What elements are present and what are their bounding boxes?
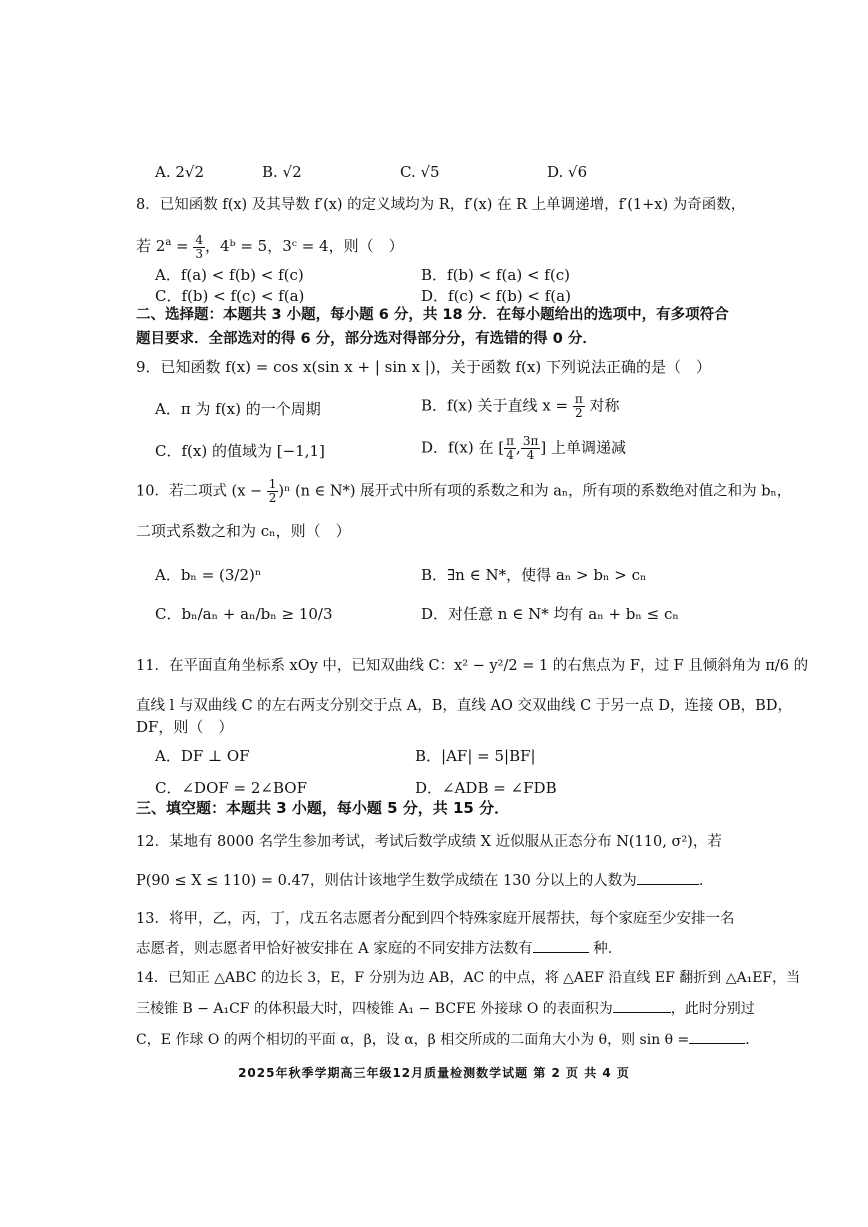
q14-line2-text: 三棱锥 B − A₁CF 的体积最大时，四棱锥 A₁ − BCFE 外接球 O 的表面积为 bbox=[136, 1001, 613, 1017]
q14-line1: 14．已知正 △ABC 的边长 3，E，F 分别为边 AB，AC 的中点，将 △AEF 沿直线 EF 翻折到 △A₁EF，当 bbox=[136, 970, 801, 986]
q13-line2 bbox=[136, 938, 622, 959]
q11-option-c: C．∠DOF = 2∠BOF bbox=[155, 779, 307, 797]
q11-option-b: B．|AF| = 5|BF| bbox=[415, 747, 536, 765]
q14-line3 bbox=[136, 1029, 759, 1050]
q14-answer-blank-2 bbox=[689, 1029, 745, 1044]
q12-line2-text: P(90 ≤ X ≤ 110) = 0.47，则估计该地学生数学成绩在 130 分以上的人数为 bbox=[136, 873, 637, 889]
q14-line3-text: C，E 作球 O 的两个相切的平面 α，β，设 α，β 相交所成的二面角大小为 θ，则 sin θ = bbox=[136, 1032, 690, 1048]
q8-stem-exp: a bbox=[165, 237, 172, 248]
q9-option-c: C．f(x) 的值域为 [−1,1] bbox=[155, 442, 325, 460]
q9-option-d-den1: 4 bbox=[506, 448, 514, 462]
q14-line2 bbox=[136, 998, 755, 1019]
q9-option-d: D．f(x) 在 [ $\frac{\pi}{4}$ , $\frac{3\pi}{4}$ ] 上单调递减 bbox=[421, 434, 626, 462]
q14-line2-rest: ，此时分别过 bbox=[670, 1001, 755, 1017]
q13-line1: 13．将甲，乙，丙，丁，戊五名志愿者分配到四个特殊家庭开展帮扶，每个家庭至少安排一名 bbox=[136, 911, 735, 927]
q8-frac-den: 3 bbox=[195, 246, 204, 261]
q9-option-b bbox=[421, 393, 620, 420]
q8-fraction bbox=[193, 234, 205, 261]
q9-option-b-suffix: 对称 bbox=[584, 396, 620, 415]
section3-heading: 三、填空题：本题共 3 小题，每小题 5 分，共 15 分． bbox=[136, 799, 510, 817]
q9-option-b-prefix: B．f(x) 关于直线 x = bbox=[421, 396, 573, 415]
q14-line3-end: ． bbox=[745, 1032, 760, 1048]
q8-stem-eq: = bbox=[171, 237, 194, 255]
q11-stem-line2: 直线 l 与双曲线 C 的左右两支分别交于点 A，B，直线 AO 交双曲线 C 于另一点 D，连接 OB，BD， bbox=[136, 698, 792, 714]
q14-answer-blank-1 bbox=[613, 998, 671, 1013]
q9-option-a: A．π 为 f(x) 的一个周期 bbox=[155, 400, 321, 418]
q10-option-a: A．bₙ = (3/2)ⁿ bbox=[155, 566, 262, 584]
q9-stem: 9．已知函数 f(x) = cos x(sin x + | sin x |)，关于函数 f(x) 下列说法正确的是（ ） bbox=[136, 358, 711, 376]
q13-answer-blank bbox=[533, 938, 589, 953]
q13-line2-end: 种． bbox=[588, 941, 623, 957]
q11-stem-line3: DF，则（ ） bbox=[136, 718, 234, 736]
q12-line1: 12．某地有 8000 名学生参加考试，考试后数学成绩 X 近似服从正态分布 N(110, σ²)，若 bbox=[136, 834, 722, 850]
section2-heading-line2: 题目要求．全部选对的得 6 分，部分选对得部分分，有选错的得 0 分． bbox=[136, 331, 597, 347]
q8-option-b: B．f(b) < f(a) < f(c) bbox=[421, 266, 570, 284]
q10-stem-rest: )ⁿ (n ∈ N*) 展开式中所有项的系数之和为 aₙ，所有项的系数绝对值之和为 bₙ， bbox=[278, 483, 792, 500]
page-footer: 2025年秋季学期高三年级12月质量检测数学试题 第 2 页 共 4 页 bbox=[238, 1066, 630, 1080]
q8-option-a: A．f(a) < f(b) < f(c) bbox=[155, 266, 304, 284]
q9-option-d-num1: π bbox=[506, 434, 515, 448]
q12-line2 bbox=[136, 870, 713, 891]
q10-option-d: D．对任意 n ∈ N* 均有 aₙ + bₙ ≤ cₙ bbox=[421, 605, 679, 623]
q8-stem-line2 bbox=[136, 233, 404, 261]
q8-stem-rest: ，4ᵇ = 5，3ᶜ = 4，则（ ） bbox=[205, 237, 404, 255]
q10-stem-line2: 二项式系数之和为 cₙ，则（ ） bbox=[136, 522, 351, 540]
q9-option-d-suffix: ] 上单调递减 bbox=[540, 438, 626, 457]
q11-option-d: D．∠ADB = ∠FDB bbox=[415, 779, 557, 797]
q12-line2-end: ． bbox=[698, 873, 714, 889]
q9-option-d-fraction1 bbox=[504, 435, 516, 462]
q10-option-b: B．∃n ∈ N*，使得 aₙ > bₙ > cₙ bbox=[421, 566, 647, 584]
q9-option-b-fraction bbox=[573, 393, 585, 420]
q11-stem-line1: 11．在平面直角坐标系 xOy 中，已知双曲线 C：x² − y²/2 = 1 的右焦点为 F，过 F 且倾斜角为 π/6 的 bbox=[136, 658, 809, 674]
q11-option-a: A．DF ⊥ OF bbox=[155, 747, 250, 765]
q13-line2-text: 志愿者，则志愿者甲恰好被安排在 A 家庭的不同安排方法数有 bbox=[136, 941, 533, 957]
q8-option-d: D．f(c) < f(b) < f(a) bbox=[421, 287, 571, 305]
q7-option-a: A. 2√2 bbox=[155, 163, 205, 181]
q7-option-d: D. √6 bbox=[547, 163, 588, 181]
q9-option-d-fraction2 bbox=[521, 435, 541, 462]
q10-option-c: C．bₙ/aₙ + aₙ/bₙ ≥ 10/3 bbox=[155, 605, 333, 623]
q10-frac-num: 1 bbox=[268, 477, 277, 491]
q10-stem-prefix: 10．若二项式 (x − bbox=[136, 483, 267, 500]
q12-answer-blank bbox=[637, 870, 699, 885]
q8-frac-num: 4 bbox=[195, 232, 204, 247]
q7-option-b: B. √2 bbox=[262, 163, 302, 181]
q7-option-c: C. √5 bbox=[400, 163, 440, 181]
q10-stem-line1 bbox=[136, 478, 791, 505]
q9-option-b-den: 2 bbox=[574, 406, 583, 420]
q10-frac-den: 2 bbox=[268, 491, 277, 505]
q9-option-d-prefix: D．f(x) 在 [ bbox=[421, 438, 505, 457]
q9-option-d-num2: 3π bbox=[522, 434, 539, 448]
q9-option-d-den2: 4 bbox=[526, 448, 535, 462]
q8-stem-line1: 8．已知函数 f(x) 及其导数 f′(x) 的定义域均为 R，f′(x) 在 R 上单调递增，f′(1+x) 为奇函数， bbox=[136, 197, 746, 213]
q8-stem-prefix: 若 2 bbox=[136, 237, 166, 255]
section2-heading-line1: 二、选择题：本题共 3 小题，每小题 6 分，共 18 分．在每小题给出的选项中，有多项符合 bbox=[136, 307, 729, 323]
q10-fraction bbox=[267, 478, 279, 505]
q8-option-c: C．f(b) < f(c) < f(a) bbox=[155, 287, 305, 305]
q9-option-b-num: π bbox=[574, 392, 583, 406]
